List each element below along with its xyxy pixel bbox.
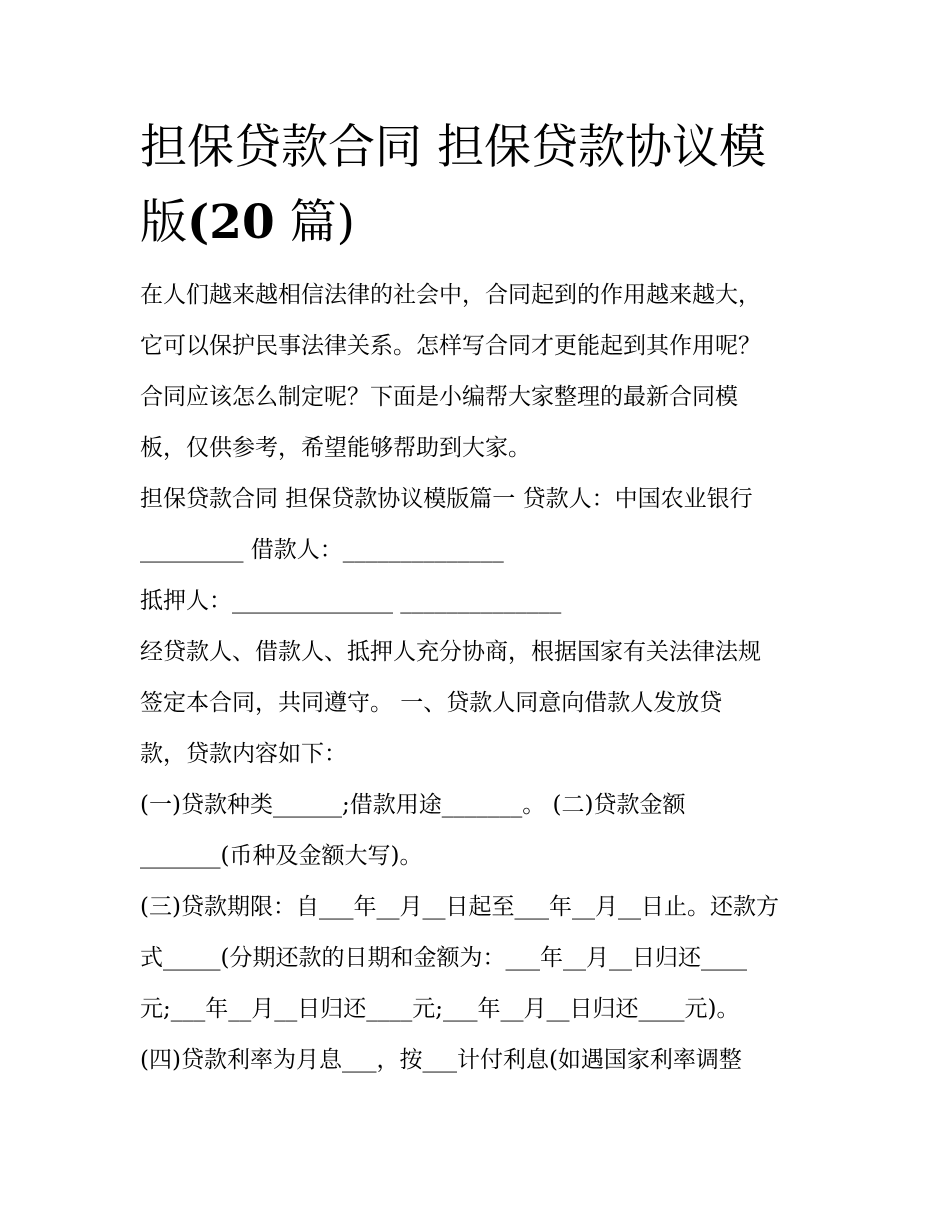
body-line-15: 元;___年__月__日归还____元;___年__月__日归还____元)。 [140,996,740,1022]
body-line-9: 签定本合同，共同遵守。 一、贷款人同意向借款人发放贷 [140,690,723,716]
body-line-12: _______(币种及金额大写)。 [140,843,423,869]
body-line-3: 合同应该怎么制定呢？下面是小编帮大家整理的最新合同模 [140,384,738,410]
title-line-2 [140,185,820,260]
body-line-7: 抵押人：______________ ______________ [140,588,562,614]
body-line-2: 它可以保护民事法律关系。怎样写合同才更能起到其作用呢？ [140,333,761,359]
title-line-2-suffix: 篇) [274,195,355,250]
body-line-1: 在人们越来越相信法律的社会中，合同起到的作用越来越大， [140,282,761,308]
body-line-11: (一)贷款种类______;借款用途_______。 (二)贷款金额 [140,792,686,818]
body-line-6: _________ 借款人：______________ [140,537,504,563]
title-line-2-prefix: 版 [140,195,187,250]
body-line-16: (四)贷款利率为月息___，按___计付利息(如遇国家利率调整 [140,1047,742,1073]
body-line-13: (三)贷款期限：自___年__月__日起至___年__月__日止。还款方 [140,894,779,920]
body-line-8: 经贷款人、借款人、抵押人充分协商，根据国家有关法律法规 [140,639,761,665]
document-title [140,110,820,260]
title-line-2-count: (20 [187,195,275,250]
title-line-1: 担保贷款合同 担保贷款协议模 [140,120,766,175]
document-body [140,270,820,1086]
body-line-4: 板，仅供参考，希望能够帮助到大家。 [140,435,531,461]
body-line-10: 款，贷款内容如下： [140,741,347,767]
body-line-14: 式_____(分期还款的日期和金额为：___年__月__日归还____ [140,945,747,971]
body-line-5: 担保贷款合同 担保贷款协议模版篇一 贷款人：中国农业银行 [140,486,753,512]
document-page [140,110,820,1086]
